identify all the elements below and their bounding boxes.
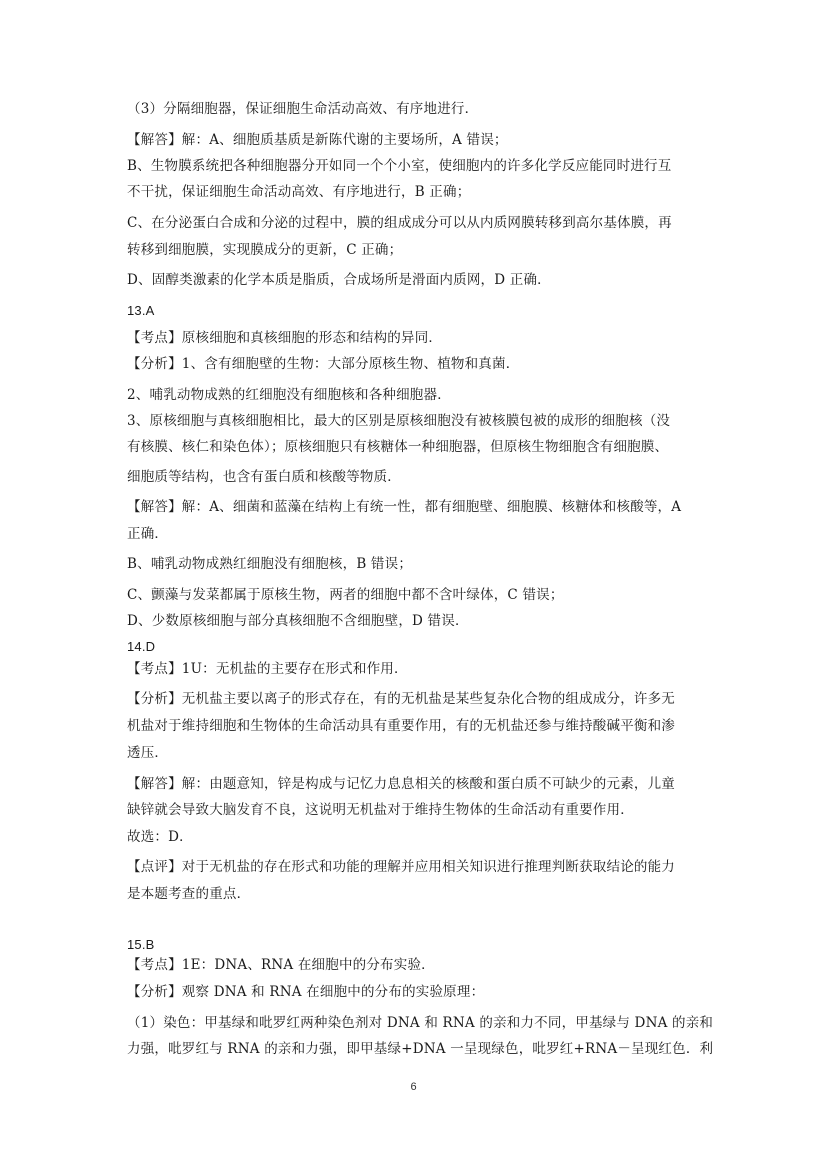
text-line: C、颤藻与发菜都属于原核生物，两者的细胞中都不含叶绿体，C 错误； (127, 587, 564, 603)
text-line: 透压． (127, 745, 169, 761)
text-line: （3）分隔细胞器，保证细胞生命活动高效、有序地进行． (127, 101, 479, 117)
text-line: 缺锌就会导致大脑发育不良，这说明无机盐对于维持生物体的生命活动有重要作用． (127, 802, 634, 818)
text-line: 3、原核细胞与真核细胞相比，最大的区别是原核细胞没有被核膜包被的成形的细胞核（没 (127, 413, 671, 429)
text-line: 力强，吡罗红与 RNA 的亲和力强，即甲基绿+DNA 一呈现绿色，吡罗红+RNA－呈现红色．利 (127, 1041, 714, 1057)
text-line: 【考点】1U：无机盐的主要存在形式和作用． (127, 661, 408, 677)
text-line: 【点评】对于无机盐的存在形式和功能的理解并应用相关知识进行推理判断获取结论的能力 (127, 859, 675, 875)
text-line: 有核膜、核仁和染色体）；原核细胞只有核糖体一种细胞器，但原核生物细胞含有细胞膜、 (127, 439, 669, 455)
text-line: 【分析】1、含有细胞壁的生物：大部分原核生物、植物和真菌． (127, 356, 520, 372)
text-line: 转移到细胞膜，实现膜成分的更新，C 正确； (127, 242, 403, 258)
text-line: 故选：D． (127, 829, 193, 845)
text-line: 【考点】1E：DNA、RNA 在细胞中的分布实验． (127, 957, 435, 973)
text-line: 【考点】原核细胞和真核细胞的形态和结构的异同． (127, 330, 443, 346)
question-number: 13.A (127, 303, 155, 318)
text-line: （1）染色：甲基绿和吡罗红两种染色剂对 DNA 和 RNA 的亲和力不同，甲基绿与 DNA 的亲和 (127, 1015, 714, 1031)
text-line: D、固醇类激素的化学本质是脂质，合成场所是滑面内质网，D 正确． (127, 272, 551, 288)
text-line: B、哺乳动物成熟红细胞没有细胞核，B 错误； (127, 556, 413, 572)
page-number: 6 (410, 1081, 417, 1093)
text-line: 2、哺乳动物成熟的红细胞没有细胞核和各种细胞器． (127, 387, 451, 403)
text-line: D、少数原核细胞与部分真核细胞不含细胞壁，D 错误． (127, 613, 469, 629)
text-line: 【解答】解：由题意知，锌是构成与记忆力息息相关的核酸和蛋白质不可缺少的元素，儿童 (127, 776, 675, 792)
text-line: B、生物膜系统把各种细胞器分开如同一个个小室，使细胞内的许多化学反应能同时进行互 (127, 158, 672, 174)
text-line: 【解答】解：A、细菌和蓝藻在结构上有统一性，都有细胞壁、细胞膜、核糖体和核酸等，A (127, 499, 682, 515)
text-line: 【分析】无机盐主要以离子的形式存在，有的无机盐是某些复杂化合物的组成成分，许多无 (127, 691, 675, 707)
text-line: 【分析】观察 DNA 和 RNA 在细胞中的分布的实验原理： (127, 984, 485, 1000)
text-line: 是本题考查的重点． (127, 886, 251, 902)
question-number: 14.D (127, 639, 156, 654)
text-line: 机盐对于维持细胞和生物体的生命活动具有重要作用，有的无机盐还参与维持酸碱平衡和渗 (127, 718, 675, 734)
question-number: 15.B (127, 937, 155, 952)
text-line: C、在分泌蛋白合成和分泌的过程中，膜的组成成分可以从内质网膜转移到高尔基体膜，再 (127, 215, 672, 231)
text-line: 正确． (127, 526, 169, 542)
text-line: 细胞质等结构，也含有蛋白质和核酸等物质． (127, 469, 401, 485)
text-line: 不干扰，保证细胞生命活动高效、有序地进行，B 正确； (127, 184, 471, 200)
text-line: 【解答】解：A、细胞质基质是新陈代谢的主要场所，A 错误； (127, 132, 508, 148)
